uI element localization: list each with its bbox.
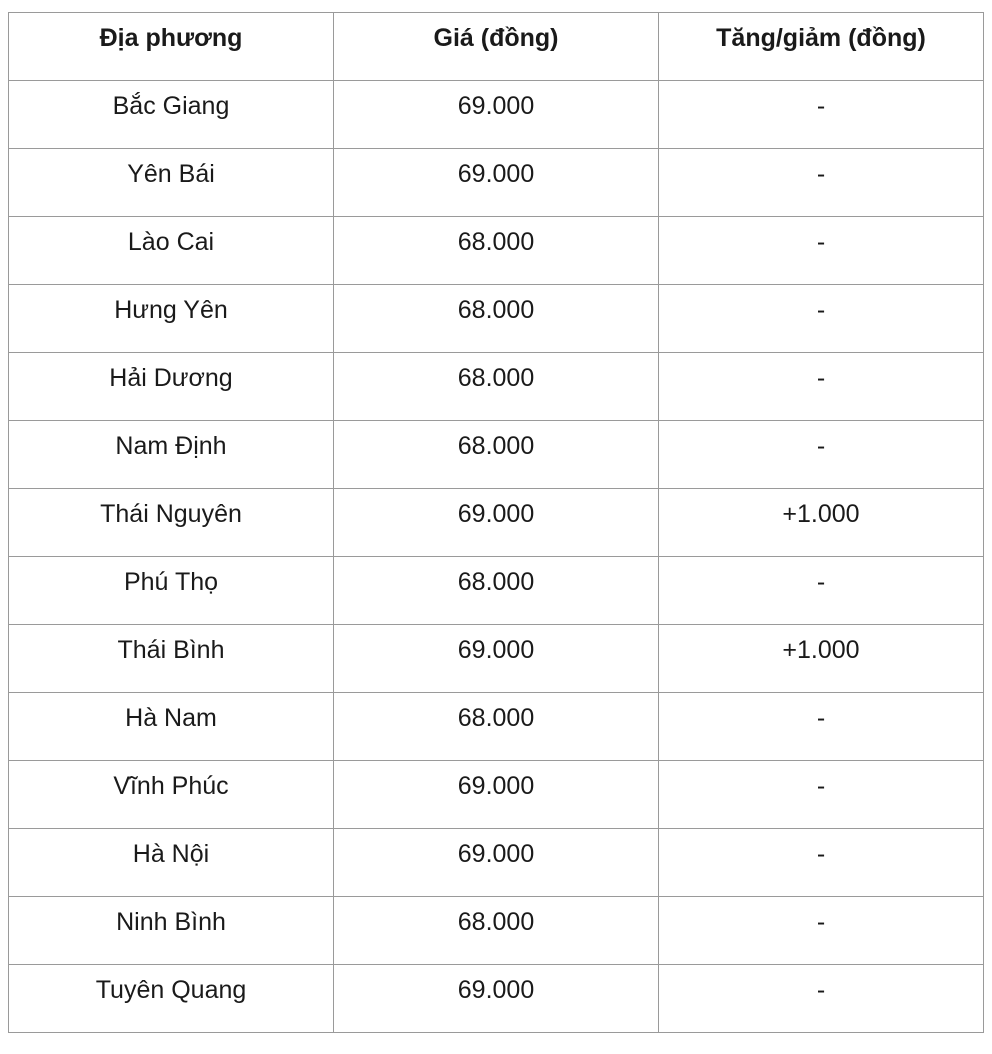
cell-region: Hưng Yên xyxy=(9,285,334,353)
cell-change: - xyxy=(659,81,984,149)
cell-price: 68.000 xyxy=(334,557,659,625)
cell-region: Thái Nguyên xyxy=(9,489,334,557)
cell-price: 69.000 xyxy=(334,149,659,217)
cell-price: 68.000 xyxy=(334,217,659,285)
cell-change: - xyxy=(659,421,984,489)
table-row xyxy=(9,353,984,421)
table-row xyxy=(9,693,984,761)
cell-region: Vĩnh Phúc xyxy=(9,761,334,829)
cell-price: 69.000 xyxy=(334,625,659,693)
cell-region: Lào Cai xyxy=(9,217,334,285)
cell-region: Hải Dương xyxy=(9,353,334,421)
price-table xyxy=(8,12,984,1033)
table-header xyxy=(9,13,984,81)
cell-price: 69.000 xyxy=(334,829,659,897)
table-body xyxy=(9,81,984,1033)
cell-change: - xyxy=(659,761,984,829)
cell-change: - xyxy=(659,897,984,965)
header-change: Tăng/giảm (đồng) xyxy=(659,13,984,81)
cell-change: - xyxy=(659,693,984,761)
cell-region: Hà Nội xyxy=(9,829,334,897)
cell-price: 69.000 xyxy=(334,81,659,149)
header-price: Giá (đồng) xyxy=(334,13,659,81)
cell-region: Phú Thọ xyxy=(9,557,334,625)
cell-region: Thái Bình xyxy=(9,625,334,693)
table-row xyxy=(9,557,984,625)
table-row xyxy=(9,81,984,149)
cell-region: Nam Định xyxy=(9,421,334,489)
cell-price: 69.000 xyxy=(334,761,659,829)
cell-change: - xyxy=(659,557,984,625)
header-region: Địa phương xyxy=(9,13,334,81)
cell-price: 68.000 xyxy=(334,285,659,353)
cell-region: Ninh Bình xyxy=(9,897,334,965)
cell-price: 68.000 xyxy=(334,353,659,421)
cell-change: - xyxy=(659,217,984,285)
cell-change: +1.000 xyxy=(659,625,984,693)
cell-price: 68.000 xyxy=(334,421,659,489)
cell-change: - xyxy=(659,285,984,353)
table-row xyxy=(9,761,984,829)
table-row xyxy=(9,217,984,285)
cell-price: 69.000 xyxy=(334,965,659,1033)
table-row xyxy=(9,625,984,693)
table-row xyxy=(9,149,984,217)
cell-change: - xyxy=(659,829,984,897)
table-row xyxy=(9,897,984,965)
header-row xyxy=(9,13,984,81)
table-row xyxy=(9,489,984,557)
table-row xyxy=(9,285,984,353)
table-row xyxy=(9,421,984,489)
table-row xyxy=(9,965,984,1033)
cell-region: Tuyên Quang xyxy=(9,965,334,1033)
cell-change: - xyxy=(659,965,984,1033)
cell-price: 68.000 xyxy=(334,693,659,761)
table-row xyxy=(9,829,984,897)
cell-price: 69.000 xyxy=(334,489,659,557)
cell-region: Hà Nam xyxy=(9,693,334,761)
cell-price: 68.000 xyxy=(334,897,659,965)
cell-change: +1.000 xyxy=(659,489,984,557)
cell-change: - xyxy=(659,353,984,421)
cell-change: - xyxy=(659,149,984,217)
cell-region: Yên Bái xyxy=(9,149,334,217)
cell-region: Bắc Giang xyxy=(9,81,334,149)
